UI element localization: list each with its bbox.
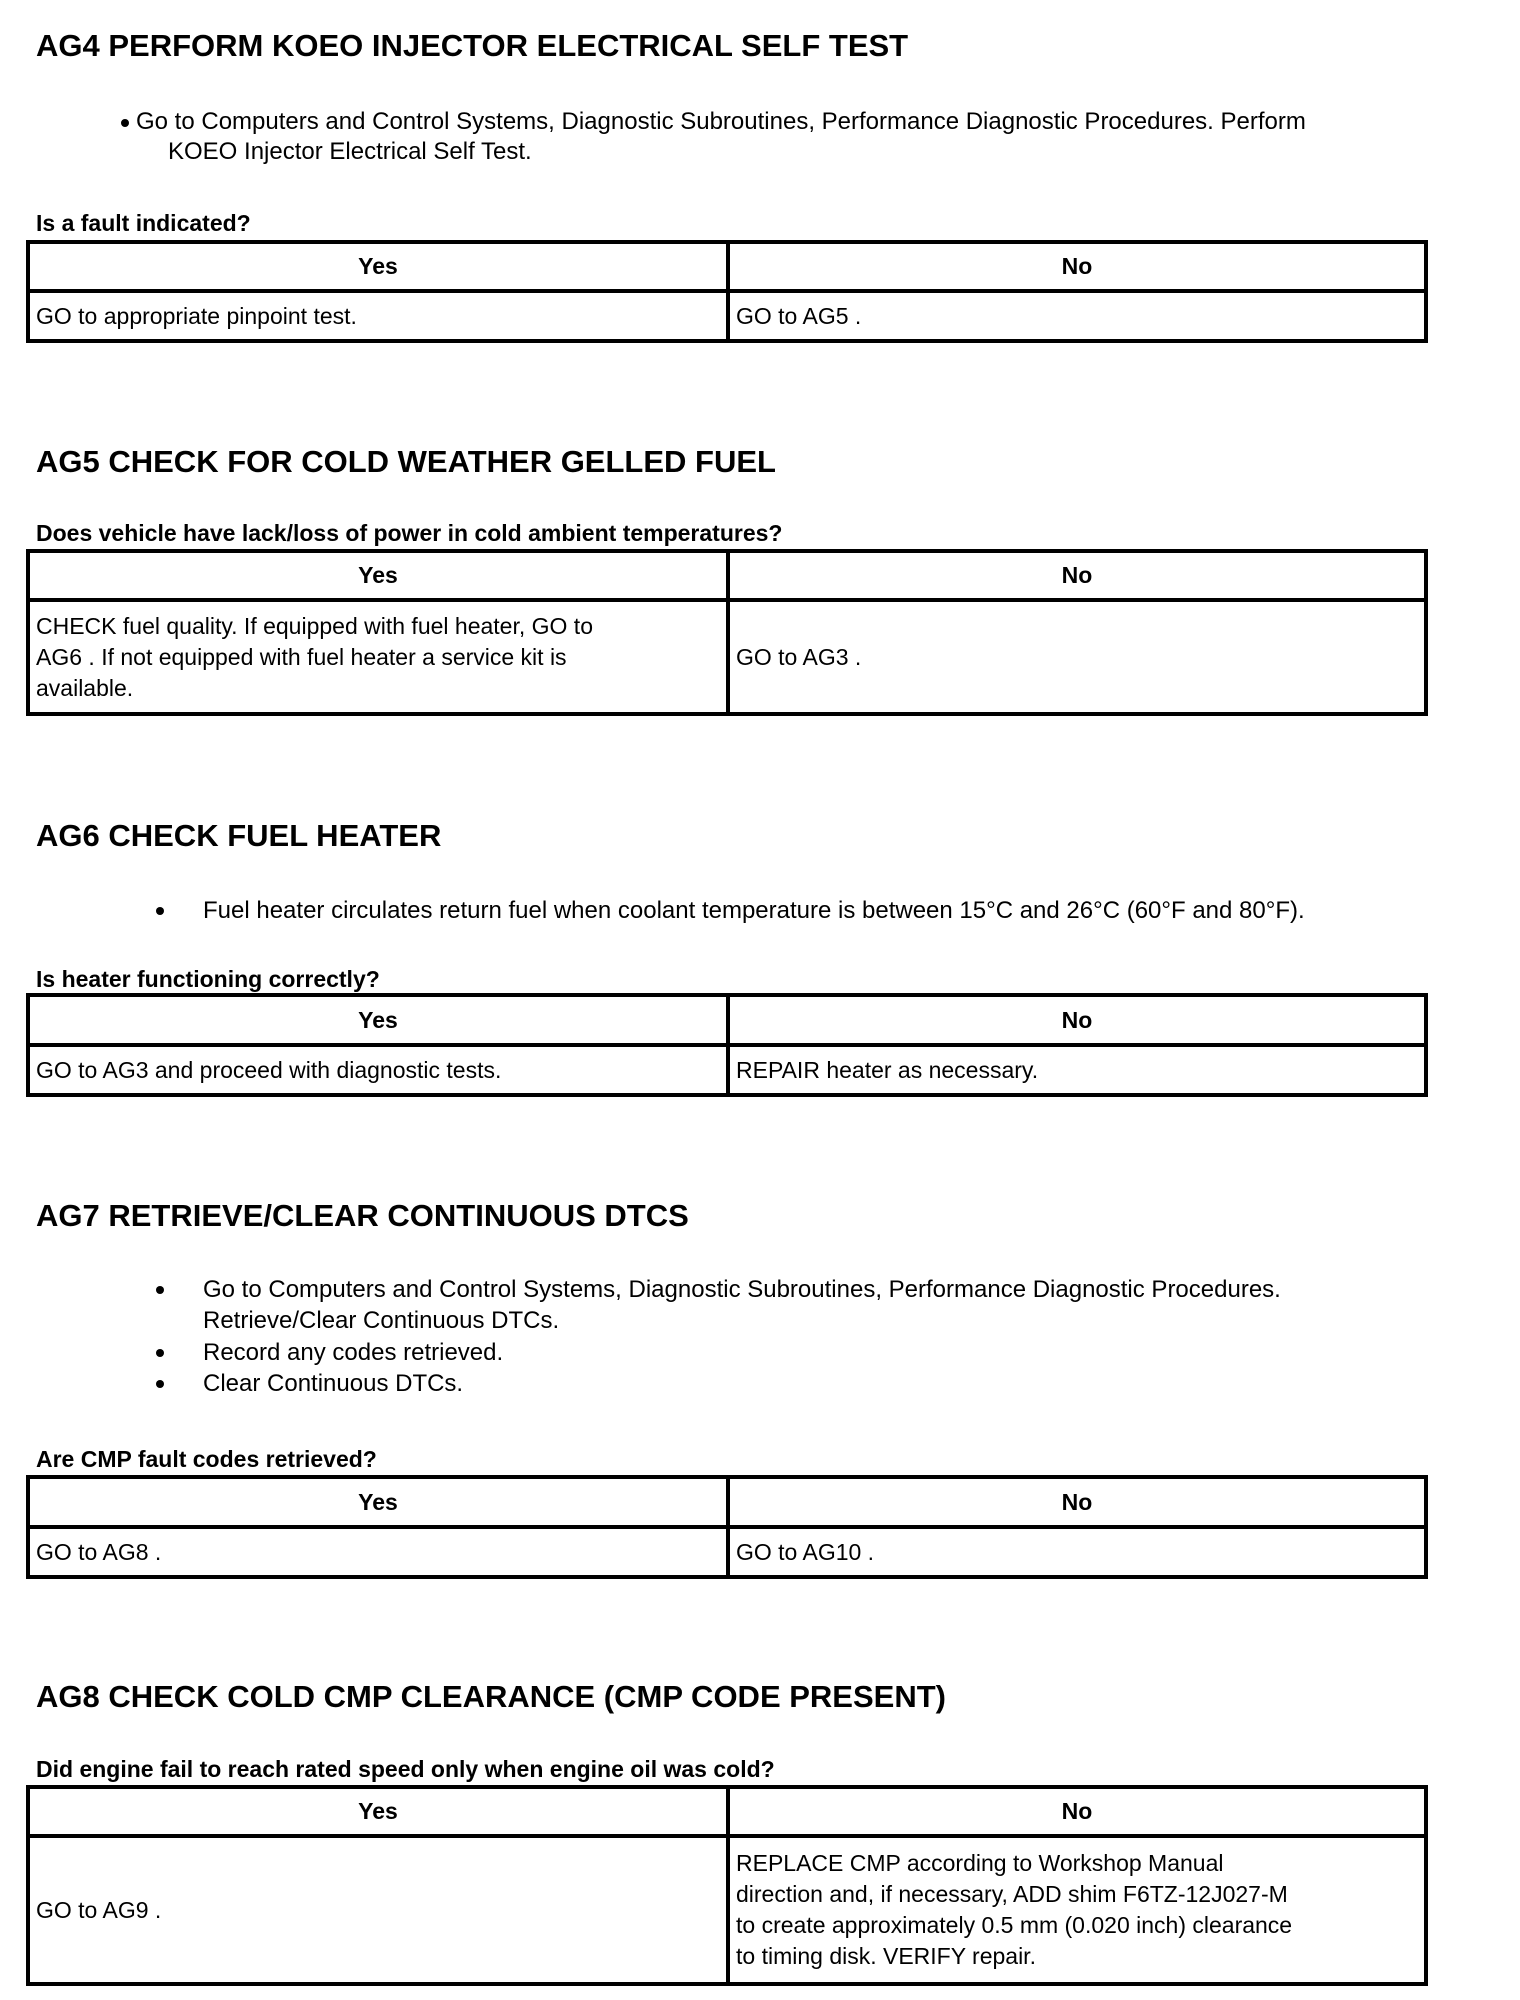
yes-cell-line: CHECK fuel quality. If equipped with fuel heater, GO to: [36, 612, 593, 639]
bullet-text: Clear Continuous DTCs.: [203, 1370, 464, 1397]
question-ag7: Are CMP fault codes retrieved?: [36, 1446, 377, 1472]
yes-header: Yes: [28, 551, 728, 600]
no-cell: GO to AG10 .: [728, 1527, 1426, 1577]
no-header: No: [728, 242, 1426, 291]
yes-cell-line: AG6 . If not equipped with fuel heater a service kit is: [36, 643, 567, 670]
section-heading-ag4: AG4 PERFORM KOEO INJECTOR ELECTRICAL SELF TEST: [36, 28, 909, 63]
bullet-text: Fuel heater circulates return fuel when coolant temperature is between 15°C and 26°C (60°F and 80°F).: [203, 897, 1305, 924]
bullet-icon: [156, 1349, 164, 1357]
bullet-text: Record any codes retrieved.: [203, 1339, 504, 1366]
yes-cell: GO to appropriate pinpoint test.: [28, 291, 728, 341]
decision-table-ag6: [26, 993, 1428, 1097]
decision-table-ag8: [26, 1785, 1428, 1986]
bullet-icon: [156, 1380, 164, 1388]
yes-header: Yes: [28, 1477, 728, 1527]
no-cell: [728, 1836, 1426, 1984]
bullet-text-continuation: Retrieve/Clear Continuous DTCs.: [203, 1307, 560, 1334]
question-ag8: Did engine fail to reach rated speed only when engine oil was cold?: [36, 1756, 775, 1782]
yes-cell-line: available.: [36, 674, 134, 701]
bullet-text: Go to Computers and Control Systems, Diagnostic Subroutines, Performance Diagnostic Procedures.: [203, 1276, 1281, 1303]
no-header: No: [728, 1787, 1426, 1836]
yes-header: Yes: [28, 995, 728, 1045]
decision-table-ag7: [26, 1475, 1428, 1579]
no-header: No: [728, 1477, 1426, 1527]
no-header: No: [728, 995, 1426, 1045]
yes-header: Yes: [28, 242, 728, 291]
section-heading-ag7: AG7 RETRIEVE/CLEAR CONTINUOUS DTCS: [36, 1198, 689, 1233]
section-heading-ag5: AG5 CHECK FOR COLD WEATHER GELLED FUEL: [36, 444, 776, 479]
question-ag5: Does vehicle have lack/loss of power in cold ambient temperatures?: [36, 520, 783, 546]
yes-cell: [28, 600, 728, 714]
question-ag4: Is a fault indicated?: [36, 210, 251, 236]
yes-cell: GO to AG9 .: [28, 1836, 728, 1984]
no-header: No: [728, 551, 1426, 600]
bullet-text: Go to Computers and Control Systems, Diagnostic Subroutines, Performance Diagnostic Procedures. Perform: [136, 108, 1306, 135]
section-heading-ag8: AG8 CHECK COLD CMP CLEARANCE (CMP CODE PRESENT): [36, 1679, 946, 1714]
question-ag6: Is heater functioning correctly?: [36, 966, 380, 992]
bullet-icon: [156, 1286, 164, 1294]
section-heading-ag6: AG6 CHECK FUEL HEATER: [36, 818, 442, 853]
no-cell-line: to timing disk. VERIFY repair.: [736, 1943, 1036, 1969]
decision-table-ag4: [26, 240, 1428, 343]
yes-cell: GO to AG3 and proceed with diagnostic tests.: [28, 1045, 728, 1095]
bullet-text-continuation: KOEO Injector Electrical Self Test.: [168, 138, 532, 165]
yes-header: Yes: [28, 1787, 728, 1836]
decision-table-ag5: [26, 549, 1428, 716]
bullet-icon: [121, 119, 129, 127]
no-cell-line: direction and, if necessary, ADD shim F6TZ-12J027-M: [736, 1881, 1288, 1907]
bullet-icon: [156, 907, 164, 915]
no-cell: GO to AG5 .: [728, 291, 1426, 341]
no-cell-line: REPLACE CMP according to Workshop Manual: [736, 1850, 1224, 1876]
yes-cell: GO to AG8 .: [28, 1527, 728, 1577]
no-cell: GO to AG3 .: [728, 600, 1426, 714]
no-cell-line: to create approximately 0.5 mm (0.020 inch) clearance: [736, 1912, 1293, 1938]
no-cell: REPAIR heater as necessary.: [728, 1045, 1426, 1095]
